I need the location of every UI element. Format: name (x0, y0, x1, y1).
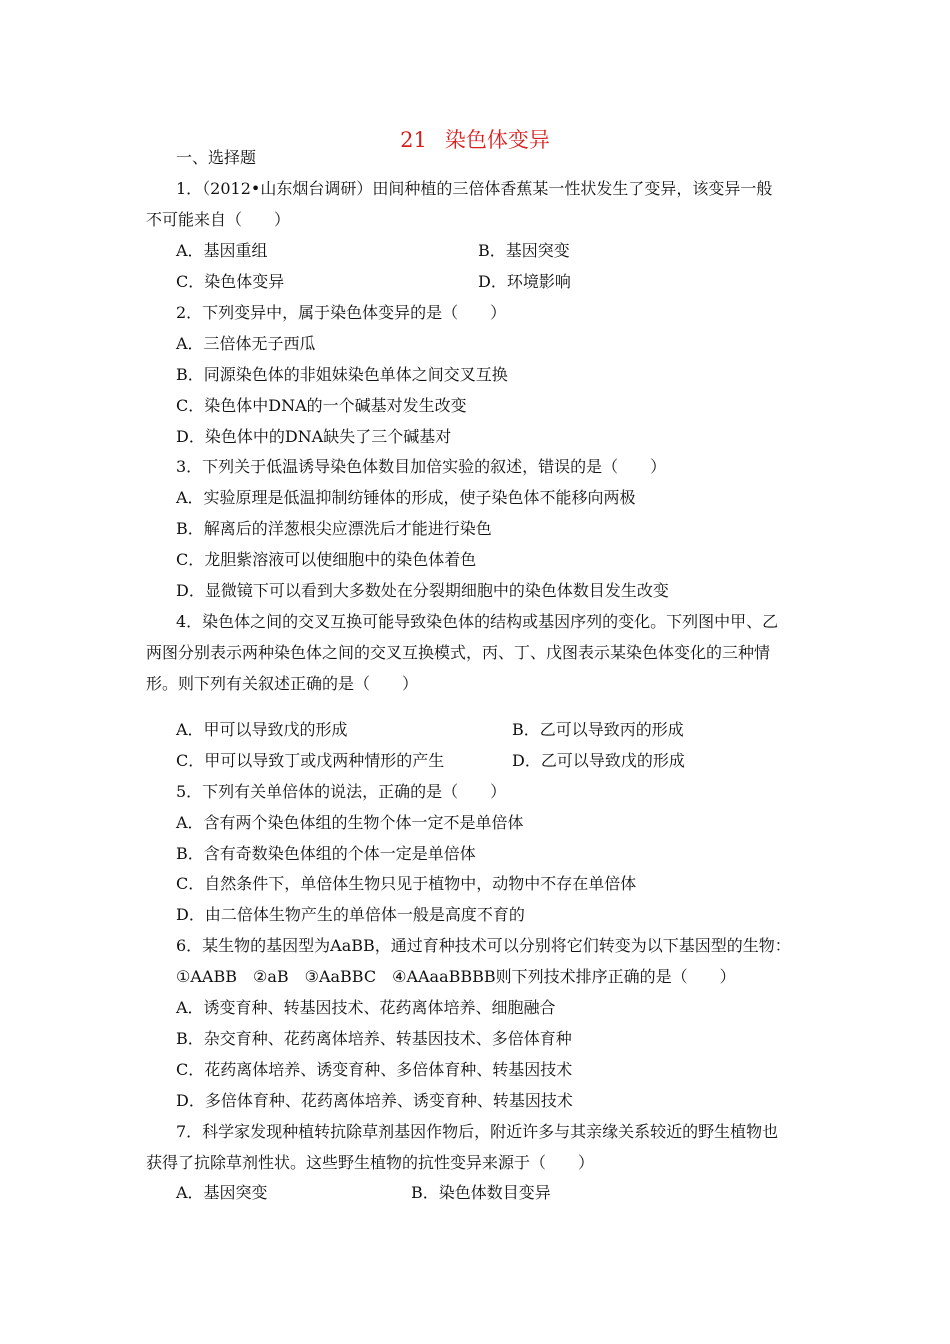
q7-option-b: B．染色体数目变异 (411, 1183, 551, 1202)
q4-option-b: B．乙可以导致丙的形成 (512, 720, 684, 739)
q1-stem-line-1: 1．（2012•山东烟台调研）田间种植的三倍体香蕉某一性状发生了变异，该变异一般 (176, 179, 773, 198)
q1-option-c: C．染色体变异 (176, 272, 285, 291)
q2-option-a: A．三倍体无子西瓜 (176, 334, 316, 353)
q3-option-a: A．实验原理是低温抑制纺锤体的形成，使子染色体不能移向两极 (176, 488, 636, 507)
q2-option-c: C．染色体中DNA的一个碱基对发生改变 (176, 396, 467, 415)
q3-option-b: B．解离后的洋葱根尖应漂洗后才能进行染色 (176, 519, 492, 538)
q3-stem: 3．下列关于低温诱导染色体数目加倍实验的叙述，错误的是（ ） (176, 457, 667, 476)
q6-option-c: C．花药离体培养、诱变育种、多倍体育种、转基因技术 (176, 1060, 573, 1079)
q4-stem-line-1: 4．染色体之间的交叉互换可能导致染色体的结构或基因序列的变化。下列图中甲、乙 (176, 612, 779, 631)
q5-option-c: C．自然条件下，单倍体生物只见于植物中，动物中不存在单倍体 (176, 874, 637, 893)
q4-option-d: D．乙可以导致戊的形成 (512, 751, 685, 770)
q1-stem-line-2: 不可能来自（ ） (146, 210, 291, 229)
q5-stem: 5．下列有关单倍体的说法，正确的是（ ） (176, 782, 507, 801)
q1-option-b: B．基因突变 (478, 241, 570, 260)
q2-option-d: D．染色体中的DNA缺失了三个碱基对 (176, 427, 452, 446)
q7-stem-line-1: 7．科学家发现种植转抗除草剂基因作物后，附近许多与其亲缘关系较近的野生植物也 (176, 1122, 779, 1141)
q7-stem-line-2: 获得了抗除草剂性状。这些野生植物的抗性变异来源于（ ） (146, 1153, 595, 1172)
q5-option-d: D．由二倍体生物产生的单倍体一般是高度不育的 (176, 905, 525, 924)
q6-stem-line-2: ①AABB ②aB ③AaBBC ④AAaaBBBB则下列技术排序正确的是（ ） (176, 967, 736, 986)
title-text: 染色体变异 (444, 128, 550, 152)
q1-option-d: D．环境影响 (478, 272, 571, 291)
q4-stem-line-2: 两图分别表示两种染色体之间的交叉互换模式，丙、丁、戊图表示某染色体变化的三种情 (146, 643, 771, 662)
q2-stem: 2．下列变异中，属于染色体变异的是（ ） (176, 303, 507, 322)
q6-option-a: A．诱变育种、转基因技术、花药离体培养、细胞融合 (176, 998, 556, 1017)
section-heading: 一、选择题 (176, 148, 257, 167)
q2-option-b: B．同源染色体的非姐妹染色单体之间交叉互换 (176, 365, 508, 384)
q4-option-c: C．甲可以导致丁或戊两种情形的产生 (176, 751, 445, 770)
q5-option-b: B．含有奇数染色体组的个体一定是单倍体 (176, 844, 476, 863)
q7-option-a: A．基因突变 (176, 1183, 268, 1202)
q6-option-d: D．多倍体育种、花药离体培养、诱变育种、转基因技术 (176, 1091, 573, 1110)
q6-stem-line-1: 6．某生物的基因型为AaBB，通过育种技术可以分别将它们转变为以下基因型的生物： (176, 936, 791, 955)
page-title (0, 124, 950, 154)
title-number: 21 (400, 128, 427, 152)
q6-option-b: B．杂交育种、花药离体培养、转基因技术、多倍体育种 (176, 1029, 572, 1048)
q5-option-a: A．含有两个染色体组的生物个体一定不是单倍体 (176, 813, 524, 832)
q4-option-a: A．甲可以导致戊的形成 (176, 720, 348, 739)
q3-option-d: D．显微镜下可以看到大多数处在分裂期细胞中的染色体数目发生改变 (176, 581, 669, 600)
q3-option-c: C．龙胆紫溶液可以使细胞中的染色体着色 (176, 550, 477, 569)
q4-stem-line-3: 形。则下列有关叙述正确的是（ ） (146, 674, 419, 693)
q1-option-a: A．基因重组 (176, 241, 268, 260)
